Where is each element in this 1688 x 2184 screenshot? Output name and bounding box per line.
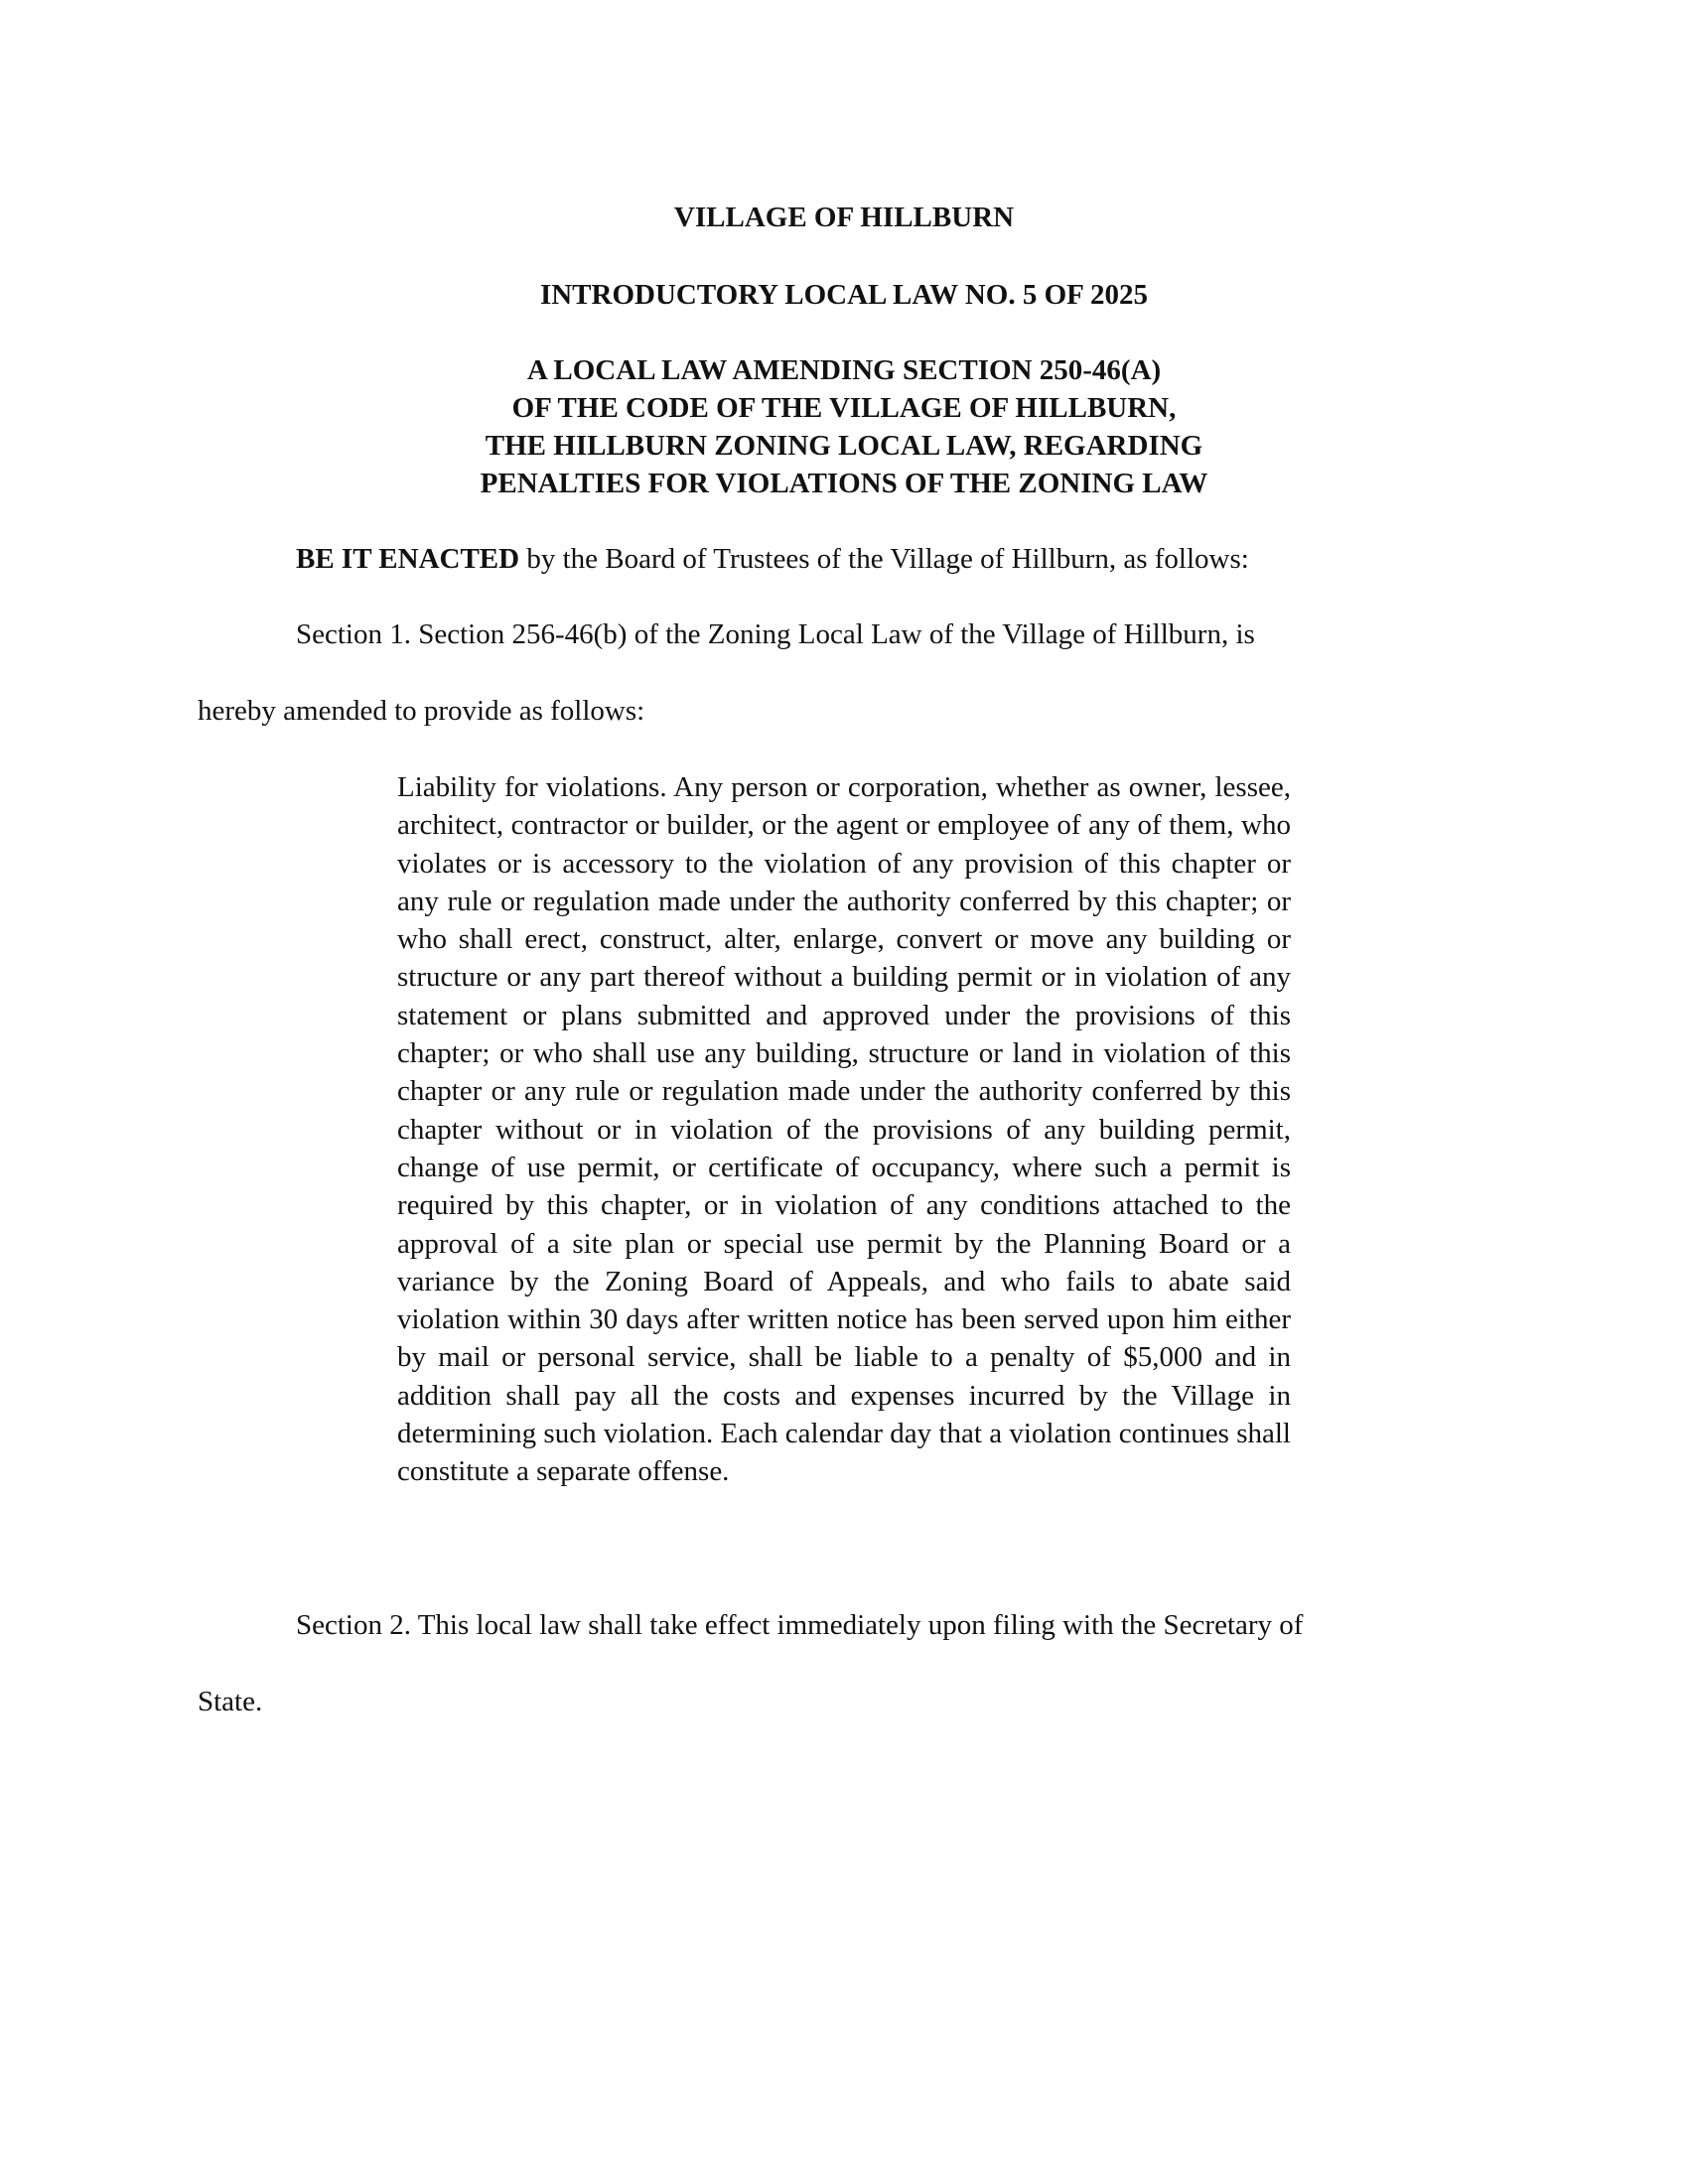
enacting-clause-rest: by the Board of Trustees of the Village of Hillburn, as follows: [519, 543, 1249, 575]
law-title-line: A LOCAL LAW AMENDING SECTION 250-46(A) [526, 354, 1162, 386]
section-1-continuation: hereby amended to provide as follows: [198, 695, 645, 727]
section-1-text: Section 1. Section 256-46(b) of the Zoning Local Law of the Village of Hillburn, is [296, 618, 1255, 650]
enacting-clause [296, 540, 1249, 578]
law-title-line: PENALTIES FOR VIOLATIONS OF THE ZONING LAW [480, 468, 1208, 499]
section-2-continuation: State. [198, 1686, 263, 1717]
section-2-text: Section 2. This local law shall take effect immediately upon filing with the Secretary of [296, 1609, 1304, 1641]
law-title-line: THE HILLBURN ZONING LOCAL LAW, REGARDING [485, 430, 1203, 462]
law-title [0, 351, 1688, 502]
law-title-line: OF THE CODE OF THE VILLAGE OF HILLBURN, [511, 392, 1177, 424]
amended-provision-quote: Liability for violations. Any person or corporation, whether as owner, lessee, architect, contractor or builder, or the agent or employee of any of them, who violates or is accessory to the violation of any provision of this chapter or any rule or regulation made under the authority conferred by this chapter; or who shall erect, construct, alter, enlarge, convert or move any building or structure or any part thereof without a building permit or in violation of any statement or plans submitted and approved under the provisions of this chapter; or who shall use any building, structure or land in violation of this chapter or any rule or regulation made under the authority conferred by this chapter without or in violation of the provisions of any building permit, change of use permit, or certificate of occupancy, where such a permit is required by this chapter, or in violation of any conditions attached to the approval of a site plan or special use permit by the Planning Board or a variance by the Zoning Board of Appeals, and who fails to abate said violation within 30 days after written notice has been served upon him either by mail or personal service, shall be liable to a penalty of $5,000 and in addition shall pay all the costs and expenses incurred by the Village in determining such violation. Each calendar day that a violation continues shall constitute a separate offense. [397, 771, 1291, 1488]
enacting-clause-bold: BE IT ENACTED [296, 543, 520, 575]
introductory-law-heading: INTRODUCTORY LOCAL LAW NO. 5 OF 2025 [539, 279, 1149, 311]
village-heading: VILLAGE OF HILLBURN [673, 202, 1015, 233]
